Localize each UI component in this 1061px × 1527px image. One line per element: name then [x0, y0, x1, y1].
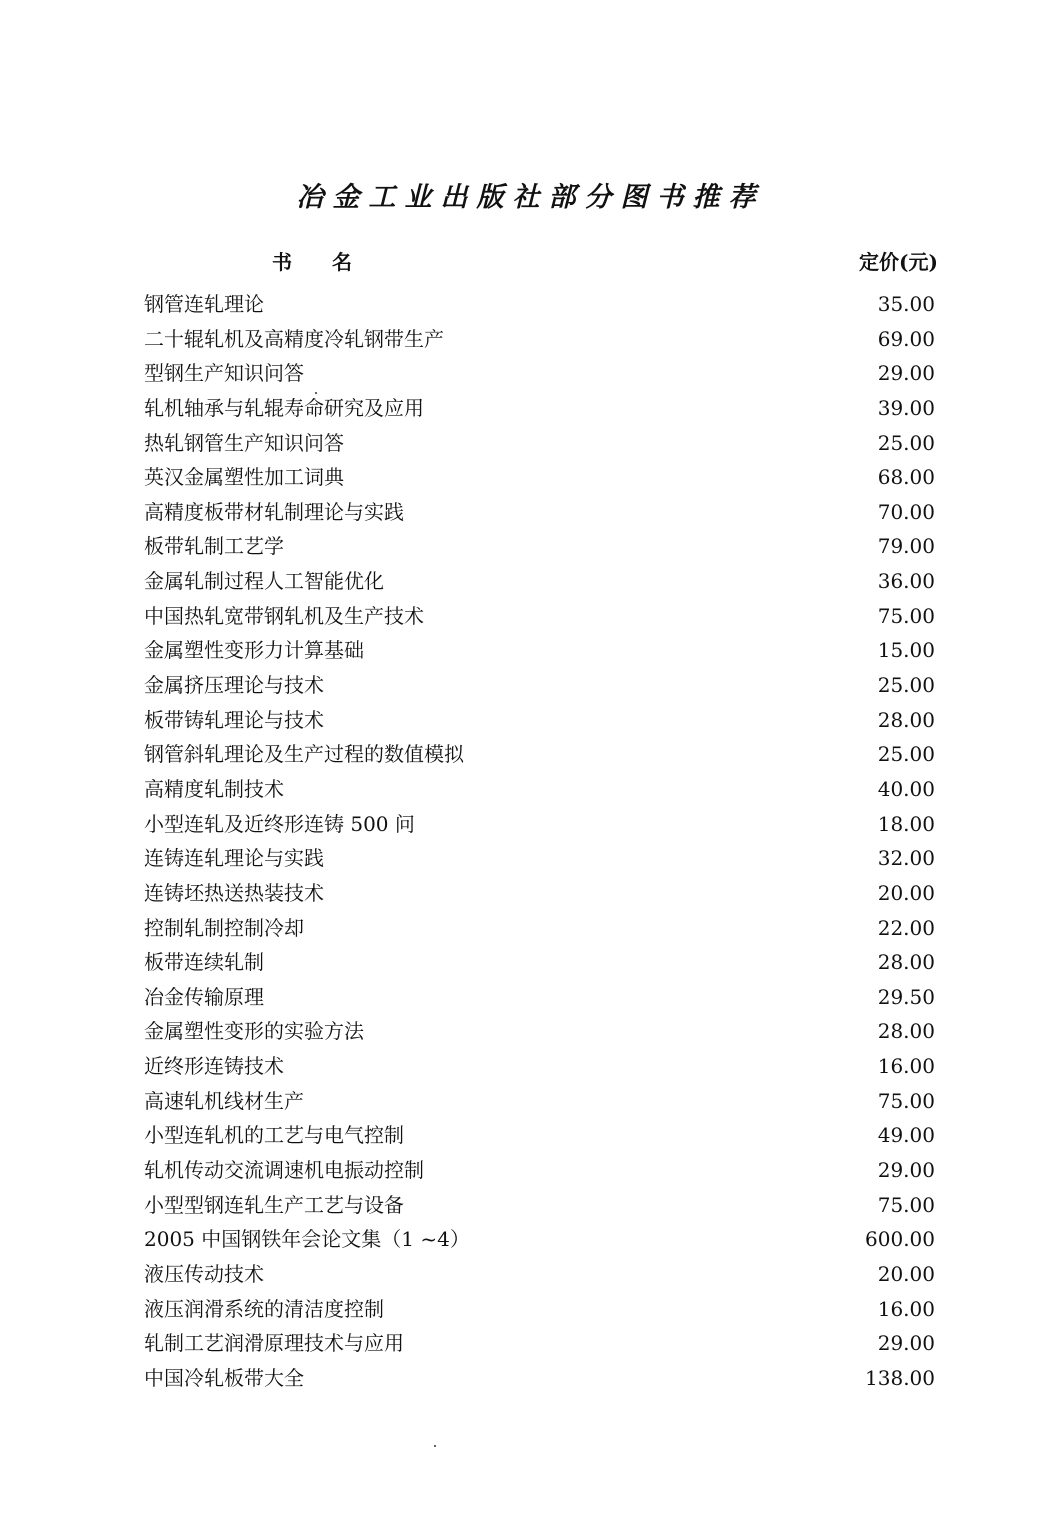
- book-list: [0, 287, 1061, 1396]
- book-title: 轧制工艺润滑原理技术与应用: [144, 1331, 404, 1356]
- book-title: 金属塑性变形力计算基础: [144, 638, 364, 663]
- book-price: 75.00: [877, 1192, 935, 1217]
- book-title: 冶金传输原理: [144, 984, 264, 1009]
- list-item: [0, 426, 1061, 461]
- book-price: 70.00: [877, 499, 935, 524]
- book-title: 中国热轧宽带钢轧机及生产技术: [144, 603, 424, 628]
- list-item: [0, 1361, 1061, 1396]
- book-price: 69.00: [877, 326, 935, 351]
- book-title: 型钢生产知识问答: [144, 361, 304, 386]
- book-title: 板带铸轧理论与技术: [144, 707, 324, 732]
- book-price: 22.00: [877, 915, 935, 940]
- list-item: [0, 703, 1061, 738]
- table-header: [0, 244, 1061, 280]
- book-title: 连铸连轧理论与实践: [144, 846, 324, 871]
- book-price: 36.00: [877, 569, 935, 594]
- book-title: 高速轧机线材生产: [144, 1088, 304, 1113]
- book-title: 金属挤压理论与技术: [144, 673, 324, 698]
- list-item: [0, 287, 1061, 322]
- list-item: [0, 1188, 1061, 1223]
- book-title: 近终形连铸技术: [144, 1054, 284, 1079]
- column-header-price: 定价(元): [859, 250, 938, 274]
- list-item: [0, 807, 1061, 842]
- list-item: [0, 1014, 1061, 1049]
- book-title: 高精度轧制技术: [144, 776, 284, 801]
- list-item: [0, 529, 1061, 564]
- book-price: 16.00: [877, 1296, 935, 1321]
- page-title: 冶金工业出版社部分图书推荐: [296, 182, 765, 213]
- book-price: 29.00: [877, 361, 935, 386]
- list-item: [0, 495, 1061, 530]
- list-item: [0, 322, 1061, 357]
- list-item: [0, 460, 1061, 495]
- list-item: [0, 1153, 1061, 1188]
- book-title: 板带连续轧制: [144, 950, 264, 975]
- book-price: 15.00: [877, 638, 935, 663]
- list-item: [0, 737, 1061, 772]
- book-price: 75.00: [877, 1088, 935, 1113]
- book-price: 28.00: [877, 707, 935, 732]
- book-price: 28.00: [877, 1019, 935, 1044]
- book-title: 钢管斜轧理论及生产过程的数值模拟: [144, 742, 464, 767]
- book-price: 25.00: [877, 742, 935, 767]
- book-title: 2005 中国钢铁年会论文集（1 ~4）: [144, 1227, 470, 1252]
- book-title: 钢管连轧理论: [144, 292, 264, 316]
- list-item: [0, 876, 1061, 911]
- book-price: 20.00: [877, 880, 935, 905]
- book-title: 金属轧制过程人工智能优化: [144, 569, 384, 594]
- book-price: 20.00: [877, 1261, 935, 1286]
- book-price: 75.00: [877, 603, 935, 628]
- book-price: 32.00: [877, 846, 935, 871]
- list-item: [0, 911, 1061, 946]
- list-item: [0, 1084, 1061, 1119]
- book-title: 高精度板带材轧制理论与实践: [144, 499, 404, 524]
- book-title: 二十辊轧机及高精度冷轧钢带生产: [144, 326, 444, 351]
- book-price: 68.00: [877, 465, 935, 490]
- book-title: 小型型钢连轧生产工艺与设备: [144, 1192, 404, 1217]
- column-header-name: 书名: [272, 250, 392, 274]
- book-title: 连铸坯热送热装技术: [144, 880, 324, 905]
- book-price: 28.00: [877, 950, 935, 975]
- list-item: [0, 1118, 1061, 1153]
- list-item: [0, 772, 1061, 807]
- book-title: 中国冷轧板带大全: [144, 1365, 304, 1390]
- list-item: [0, 599, 1061, 634]
- book-title: 轧机轴承与轧辊寿命研究及应用: [144, 395, 424, 420]
- book-title: 控制轧制控制冷却: [144, 915, 304, 940]
- book-title: 金属塑性变形的实验方法: [144, 1019, 364, 1044]
- book-price: 16.00: [877, 1054, 935, 1079]
- book-price: 25.00: [877, 673, 935, 698]
- book-title: 小型连轧及近终形连铸 500 问: [144, 811, 415, 836]
- book-title: 液压传动技术: [144, 1261, 264, 1286]
- book-title: 热轧钢管生产知识问答: [144, 430, 344, 455]
- list-item: [0, 356, 1061, 391]
- list-item: [0, 1326, 1061, 1361]
- book-price: 29.00: [877, 1331, 935, 1356]
- book-price: 29.00: [877, 1158, 935, 1183]
- list-item: [0, 1257, 1061, 1292]
- list-item: [0, 1222, 1061, 1257]
- book-price: 18.00: [877, 811, 935, 836]
- book-price: 29.50: [877, 984, 935, 1009]
- book-price: 35.00: [877, 292, 935, 316]
- book-price: 138.00: [865, 1365, 935, 1390]
- list-item: [0, 391, 1061, 426]
- scan-speck: [315, 392, 317, 394]
- book-price: 79.00: [877, 534, 935, 559]
- book-price: 49.00: [877, 1123, 935, 1148]
- list-item: [0, 841, 1061, 876]
- book-title: 轧机传动交流调速机电振动控制: [144, 1158, 424, 1183]
- book-price: 600.00: [865, 1227, 935, 1252]
- scan-speck: [434, 1445, 436, 1447]
- list-item: [0, 945, 1061, 980]
- book-title: 小型连轧机的工艺与电气控制: [144, 1123, 404, 1148]
- list-item: [0, 668, 1061, 703]
- list-item: [0, 1292, 1061, 1327]
- book-title: 板带轧制工艺学: [144, 534, 284, 559]
- book-price: 25.00: [877, 430, 935, 455]
- book-price: 40.00: [877, 776, 935, 801]
- list-item: [0, 980, 1061, 1015]
- list-item: [0, 1049, 1061, 1084]
- list-item: [0, 633, 1061, 668]
- book-title: 英汉金属塑性加工词典: [144, 465, 344, 490]
- book-price: 39.00: [877, 395, 935, 420]
- list-item: [0, 564, 1061, 599]
- book-title: 液压润滑系统的清洁度控制: [144, 1296, 384, 1321]
